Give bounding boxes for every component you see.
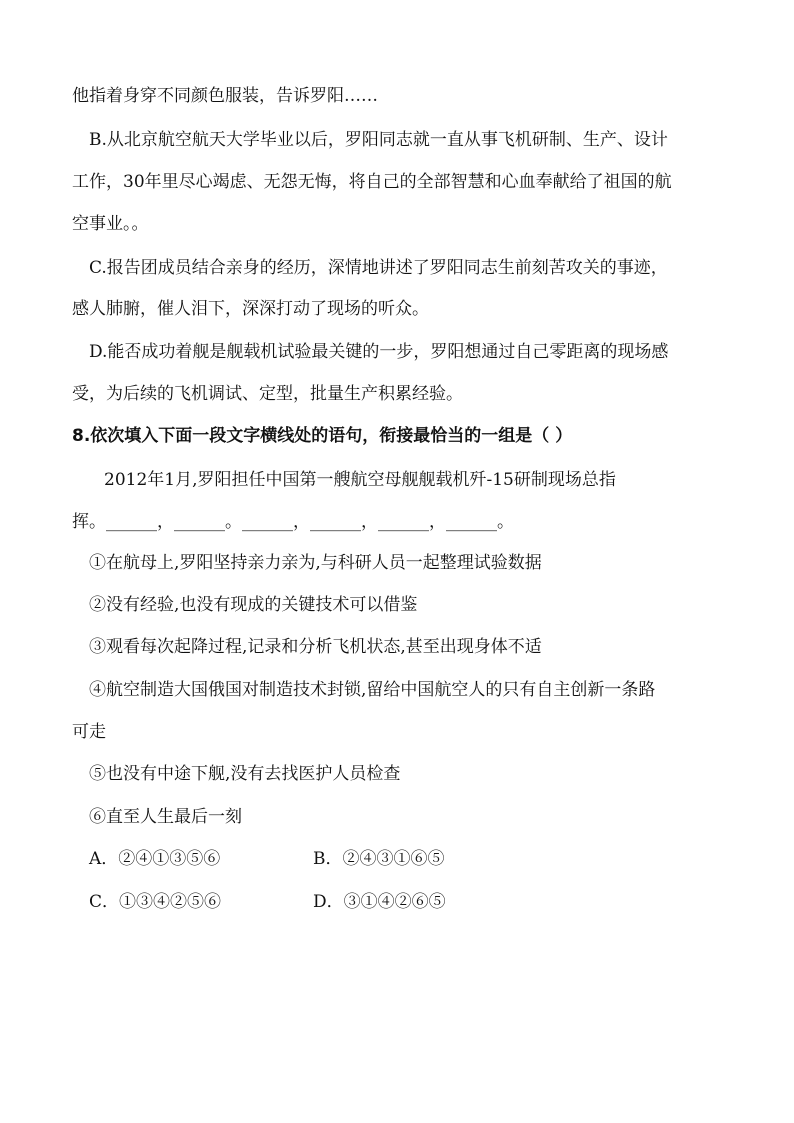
q7-option-b-line-2: 工作，30年里尽心竭虑、无怨无悔，将自己的全部智慧和心血奉献给了祖国的航 — [72, 172, 672, 192]
q8-item-3: ③观看每次起降过程,记录和分析飞机状态,甚至出现身体不适 — [89, 637, 542, 657]
q8-passage-line-1: 2012年1月,罗阳担任中国第一艘航空母舰舰载机歼-15研制现场总指 — [104, 470, 616, 490]
q8-item-4-line-2: 可走 — [72, 722, 106, 742]
q7-option-c-line-2: 感人肺腑，催人泪下，深深打动了现场的听众。 — [72, 299, 429, 319]
q8-item-1: ①在航母上,罗阳坚持亲力亲为,与科研人员一起整理试验数据 — [89, 553, 542, 573]
q7-option-d-line-1: D.能否成功着舰是舰载机试验最关键的一步，罗阳想通过自己零距离的现场感 — [89, 342, 669, 362]
q8-item-6: ⑥直至人生最后一刻 — [89, 807, 242, 827]
q8-choice-b: B．②④③①⑥⑤ — [313, 849, 445, 869]
q7-option-b-line-1: B.从北京航空航天大学毕业以后，罗阳同志就一直从事飞机研制、生产、设计 — [89, 130, 668, 150]
question-8-title: 8.依次填入下面一段文字横线处的语句，衔接最恰当的一组是（ ） — [72, 426, 573, 446]
q7-option-c-line-1: C.报告团成员结合亲身的经历，深情地讲述了罗阳同志生前刻苦攻关的事迹， — [89, 258, 668, 278]
q8-item-4-line-1: ④航空制造大国俄国对制造技术封锁,留给中国航空人的只有自主创新一条路 — [89, 680, 656, 700]
q8-choice-a: A．②④①③⑤⑥ — [89, 849, 221, 869]
q7-option-d-line-2: 受，为后续的飞机调试、定型，批量生产积累经验。 — [72, 384, 463, 404]
q8-item-5: ⑤也没有中途下舰,没有去找医护人员检查 — [89, 764, 401, 784]
q8-choice-d: D．③①④②⑥⑤ — [313, 892, 446, 912]
q7-option-a-end: 他指着身穿不同颜色服装，告诉罗阳…… — [72, 86, 378, 106]
q8-item-2: ②没有经验,也没有现成的关键技术可以借鉴 — [89, 595, 418, 615]
q8-passage-line-2: 挥。______，______。______，______，______，______。 — [72, 512, 514, 532]
q7-option-b-line-3: 空事业。。 — [72, 214, 149, 234]
q8-choice-c: C．①③④②⑤⑥ — [89, 892, 222, 912]
